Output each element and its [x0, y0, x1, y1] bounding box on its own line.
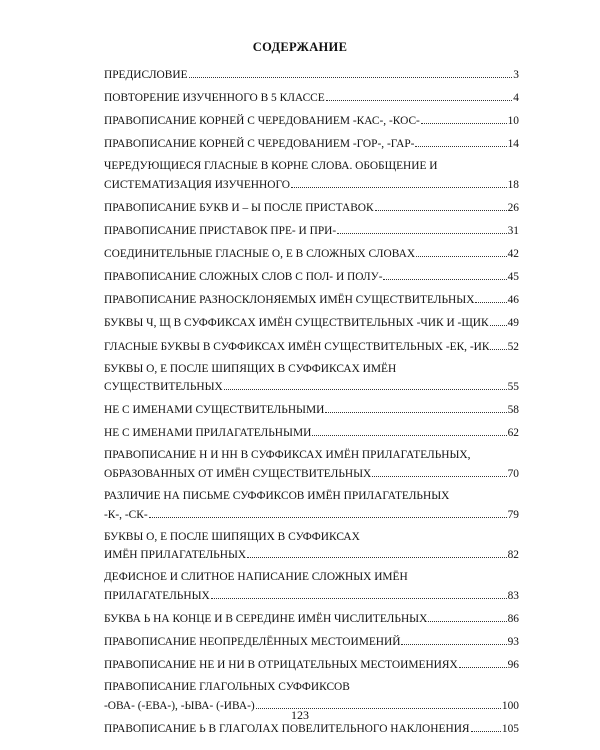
dot-leader [375, 199, 507, 211]
toc-entry-row [104, 338, 519, 357]
toc-entry-row [104, 66, 519, 85]
toc-entry-title-line: БУКВЫ О, Е ПОСЛЕ ШИПЯЩИХ В СУФФИКСАХ [104, 530, 360, 543]
toc-entry [104, 66, 519, 85]
toc-entry-row [104, 506, 519, 525]
toc-entry-page: 62 [507, 427, 519, 440]
toc-entry [104, 633, 519, 652]
toc-entry-title-line: -К-, -СК- [104, 508, 148, 521]
dot-leader [291, 176, 507, 188]
toc-entry [104, 401, 519, 420]
toc-entry-row [104, 465, 519, 484]
toc-entry-title-line: ЧЕРЕДУЮЩИЕСЯ ГЛАСНЫЕ В КОРНЕ СЛОВА. ОБОБЩЕНИЕ И [104, 160, 438, 173]
toc-entry-page: 26 [507, 201, 519, 214]
toc-entry-page: 70 [507, 467, 519, 480]
toc-entry-row [104, 199, 519, 218]
toc-entry-title-line: ПРАВОПИСАНИЕ Н И НН В СУФФИКСАХ ИМЁН ПРИЛАГАТЕЛЬНЫХ, [104, 449, 471, 462]
toc-entry-title-line: СУЩЕСТВИТЕЛЬНЫХ [104, 381, 223, 394]
dot-leader [421, 112, 507, 124]
toc-entry [104, 158, 519, 194]
toc-entry-title-line: СИСТЕМАТИЗАЦИЯ ИЗУЧЕННОГО [104, 178, 290, 191]
toc-entry [104, 529, 519, 565]
toc-entry-row [104, 587, 519, 606]
toc-entry-page: 52 [507, 340, 519, 353]
toc-entry-title-line: ПРАВОПИСАНИЕ РАЗНОСКЛОНЯЕМЫХ ИМЁН СУЩЕСТВИТЕЛЬНЫХ [104, 294, 475, 307]
toc-entry-title-line: ПРАВОПИСАНИЕ СЛОЖНЫХ СЛОВ С ПОЛ- И ПОЛУ- [104, 271, 383, 284]
dot-leader [372, 465, 506, 477]
dot-leader [416, 245, 507, 257]
toc-entry-title-line: ПРАВОПИСАНИЕ КОРНЕЙ С ЧЕРЕДОВАНИЕМ -ГОР-, -ГАР- [104, 138, 415, 151]
toc-entry-page: 83 [507, 589, 519, 602]
toc-entry-page: 105 [501, 722, 519, 735]
dot-leader [337, 222, 506, 234]
toc-entry-title-line: ПРАВОПИСАНИЕ НЕОПРЕДЕЛЁННЫХ МЕСТОИМЕНИЙ [104, 635, 401, 648]
toc-entry-row [104, 268, 519, 287]
toc-entry-title-line: БУКВЫ Ч, Щ В СУФФИКСАХ ИМЁН СУЩЕСТВИТЕЛЬНЫХ -ЧИК И -ЩИК [104, 317, 489, 330]
toc-entry-title-line: ПРАВОПИСАНИЕ КОРНЕЙ С ЧЕРЕДОВАНИЕМ -КАС-, -КОС- [104, 115, 420, 128]
dot-leader [490, 314, 507, 326]
dot-leader [224, 378, 507, 390]
toc-entry-title-line: ПРАВОПИСАНИЕ ГЛАГОЛЬНЫХ СУФФИКСОВ [104, 681, 350, 694]
toc-entry-page: 93 [507, 635, 519, 648]
dot-leader [256, 697, 501, 709]
toc-entry-page: 100 [501, 699, 519, 712]
toc-entry [104, 338, 519, 357]
toc-entry-title-line: НЕ С ИМЕНАМИ ПРИЛАГАТЕЛЬНЫМИ [104, 427, 312, 440]
toc-entry-page: 55 [507, 381, 519, 394]
toc-entry-title-line: СОЕДИНИТЕЛЬНЫЕ ГЛАСНЫЕ О, Е В СЛОЖНЫХ СЛОВАХ [104, 248, 416, 261]
toc-entry [104, 610, 519, 629]
toc-entry-row [104, 633, 519, 652]
table-of-contents [104, 66, 519, 743]
toc-entry-page: 14 [507, 138, 519, 151]
dot-leader [247, 546, 507, 558]
toc-entry-page: 58 [507, 404, 519, 417]
toc-entry [104, 424, 519, 443]
toc-entry [104, 112, 519, 131]
toc-entry-page: 3 [513, 69, 519, 81]
toc-entry [104, 361, 519, 397]
toc-entry-title-line: ПРАВОПИСАНИЕ НЕ И НИ В ОТРИЦАТЕЛЬНЫХ МЕСТОИМЕНИЯХ [104, 658, 458, 671]
toc-entry-row [104, 291, 519, 310]
toc-entry-row [104, 176, 519, 195]
dot-leader [415, 135, 506, 147]
toc-entry-title-line: ОБРАЗОВАННЫХ ОТ ИМЁН СУЩЕСТВИТЕЛЬНЫХ [104, 467, 372, 480]
toc-entry [104, 135, 519, 154]
toc-entry-row [104, 378, 519, 397]
dot-leader [475, 291, 506, 303]
toc-entry-page: 45 [507, 271, 519, 284]
toc-entry-title-line: РАЗЛИЧИЕ НА ПИСЬМЕ СУФФИКСОВ ИМЁН ПРИЛАГАТЕЛЬНЫХ [104, 490, 450, 502]
toc-entry-page: 42 [507, 248, 519, 261]
toc-entry-title-line: ПРАВОПИСАНИЕ БУКВ И – Ы ПОСЛЕ ПРИСТАВОК [104, 201, 374, 214]
dot-leader [490, 338, 506, 350]
toc-entry-title-line: ПРАВОПИСАНИЕ Ь В ГЛАГОЛАХ ПОВЕЛИТЕЛЬНОГО НАКЛОНЕНИЯ [104, 722, 470, 735]
toc-entry [104, 245, 519, 264]
toc-entry-page: 82 [507, 549, 519, 562]
toc-entry-row [104, 112, 519, 131]
dot-leader [428, 610, 506, 622]
toc-entry-page: 31 [507, 225, 519, 238]
dot-leader [211, 587, 507, 599]
toc-entry [104, 291, 519, 310]
dot-leader [189, 66, 513, 78]
toc-entry-title-line: ГЛАСНЫЕ БУКВЫ В СУФФИКСАХ ИМЁН СУЩЕСТВИТЕЛЬНЫХ -ЕК, -ИК [104, 340, 490, 353]
toc-entry-row [104, 401, 519, 420]
toc-entry-row [104, 546, 519, 565]
toc-entry [104, 656, 519, 675]
toc-entry-row [104, 89, 519, 108]
toc-entry-title-line: ПРАВОПИСАНИЕ ПРИСТАВОК ПРЕ- И ПРИ- [104, 225, 337, 238]
page-number: 123 [291, 708, 309, 722]
toc-entry-row [104, 610, 519, 629]
toc-entry-title-line: -ОВА- (-ЕВА-), -ЫВА- (-ИВА-) [104, 699, 255, 712]
toc-entry-row [104, 424, 519, 443]
toc-entry [104, 268, 519, 287]
toc-entry-page: 46 [507, 294, 519, 307]
dot-leader [149, 506, 507, 518]
toc-entry-row [104, 245, 519, 264]
toc-entry-title-line: ИМЁН ПРИЛАГАТЕЛЬНЫХ [104, 549, 247, 562]
toc-entry-page: 4 [513, 92, 519, 105]
toc-entry-page: 79 [507, 508, 519, 521]
toc-entry [104, 569, 519, 605]
toc-entry-row [104, 314, 519, 333]
dot-leader [325, 401, 506, 413]
toc-entry-page: 18 [507, 178, 519, 191]
toc-entry [104, 199, 519, 218]
toc-entry-title-line: НЕ С ИМЕНАМИ СУЩЕСТВИТЕЛЬНЫМИ [104, 404, 325, 417]
toc-entry [104, 89, 519, 108]
toc-entry [104, 447, 519, 483]
toc-entry-title-line: ПРИЛАГАТЕЛЬНЫХ [104, 589, 210, 602]
toc-entry-page: 86 [507, 612, 519, 625]
toc-entry-row [104, 656, 519, 675]
toc-entry-page: 96 [507, 658, 519, 671]
toc-entry-title-line: БУКВА Ь НА КОНЦЕ И В СЕРЕДИНЕ ИМЁН ЧИСЛИТЕЛЬНЫХ [104, 612, 428, 625]
toc-entry-title-line: ПРЕДИСЛОВИЕ [104, 69, 188, 81]
toc-entry [104, 314, 519, 333]
toc-entry [104, 222, 519, 241]
page-title: СОДЕРЖАНИЕ [252, 40, 348, 54]
toc-entry-page: 10 [507, 115, 519, 128]
dot-leader [312, 424, 506, 436]
toc-entry-title-line: БУКВЫ О, Е ПОСЛЕ ШИПЯЩИХ В СУФФИКСАХ ИМЁН [104, 362, 397, 375]
toc-entry-row [104, 222, 519, 241]
dot-leader [383, 268, 506, 280]
toc-entry-row [104, 135, 519, 154]
toc-entry-title-line: ПОВТОРЕНИЕ ИЗУЧЕННОГО В 5 КЛАССЕ [104, 92, 325, 105]
toc-entry-title-line: ДЕФИСНОЕ И СЛИТНОЕ НАПИСАНИЕ СЛОЖНЫХ ИМЁН [104, 571, 408, 584]
toc-entry-page: 49 [507, 317, 519, 330]
dot-leader [326, 89, 513, 101]
dot-leader [401, 633, 506, 645]
dot-leader [459, 656, 507, 668]
toc-entry [104, 488, 519, 524]
